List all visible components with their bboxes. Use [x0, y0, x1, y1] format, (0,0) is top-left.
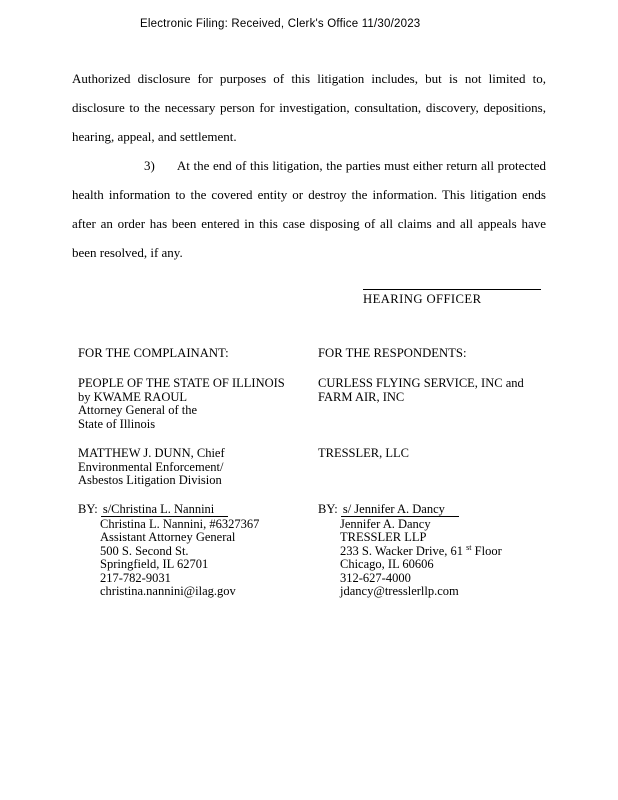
attorney-name: Jennifer A. Dancy: [340, 516, 431, 531]
paragraph-3-text: At the end of this litigation, the parties must either return all protected health information to the covered entity or destroy the information. This litigation ends after an order has been entered in this case disposing of all claims and all appeals have been resolved, if any.: [72, 158, 546, 260]
complainant-heading: FOR THE COMPLAINANT:: [78, 346, 229, 360]
complainant-by-line: [78, 503, 318, 517]
address-pre: 233 S. Wacker Drive, 61: [340, 543, 467, 558]
complainant-division-block: [78, 447, 318, 503]
attorney-firm: TRESSLER LLP: [340, 530, 427, 544]
respondents-signature-block: [318, 503, 546, 599]
attorney-name: Christina L. Nannini, #6327367: [100, 516, 260, 531]
complainant-signature: s/Christina L. Nannini: [101, 502, 228, 517]
by-label: BY:: [318, 502, 338, 516]
respondents-by-line: [318, 503, 546, 517]
hearing-officer-label: HEARING OFFICER: [363, 292, 482, 306]
complainant-party-block: [78, 377, 318, 447]
attorney-phone: 312-627-4000: [340, 570, 411, 585]
respondents-attorney-details: [340, 518, 546, 599]
complainant-attorney-details: [100, 518, 318, 599]
attorney-address-city: Chicago, IL 60606: [340, 557, 434, 571]
signature-columns: [78, 347, 546, 599]
complainant-party-line: PEOPLE OF THE STATE OF ILLINOIS: [78, 376, 285, 390]
address-ordinal: st: [466, 542, 472, 552]
respondents-party-block: [318, 377, 546, 447]
efiling-stamp: Electronic Filing: Received, Clerk's Office 11/30/2023: [140, 18, 421, 30]
attorney-phone: 217-782-9031: [100, 570, 171, 585]
respondents-heading: FOR THE RESPONDENTS:: [318, 346, 467, 360]
attorney-email: christina.nannini@ilag.gov: [100, 584, 236, 598]
attorney-title: Assistant Attorney General: [100, 530, 236, 544]
paragraph-3-number: 3): [144, 158, 155, 173]
complainant-party-line: State of Illinois: [78, 416, 156, 431]
document-body: [72, 64, 546, 599]
complainant-party-line: Attorney General of the: [78, 403, 198, 417]
respondents-party-line: FARM AIR, INC: [318, 389, 405, 404]
address-post: Floor: [471, 543, 502, 558]
respondents-firm-block: [318, 447, 546, 503]
respondents-firm-line: TRESSLER, LLC: [318, 446, 409, 460]
paragraph-3: [72, 151, 546, 267]
attorney-address-city: Springfield, IL 62701: [100, 557, 209, 571]
attorney-email: jdancy@tresslerllp.com: [340, 584, 459, 598]
attorney-address-street: 500 S. Second St.: [100, 543, 189, 558]
complainant-division-line: MATTHEW J. DUNN, Chief: [78, 446, 225, 460]
complainant-division-line: Environmental Enforcement/: [78, 459, 224, 474]
respondents-party-line: CURLESS FLYING SERVICE, INC and: [318, 376, 524, 390]
by-label: BY:: [78, 502, 98, 516]
complainant-signature-block: [78, 503, 318, 599]
respondents-signature: s/ Jennifer A. Dancy: [341, 502, 459, 517]
complainant-division-line: Asbestos Litigation Division: [78, 473, 222, 487]
complainant-party-line: by KWAME RAOUL: [78, 389, 188, 404]
hearing-officer-signature-block: [363, 289, 541, 307]
paragraph-disclosure: Authorized disclosure for purposes of this litigation includes, but is not limited to, disclosure to the necessary person for investigation, consultation, discovery, depositions, hearing, appeal, and settlement.: [72, 71, 546, 144]
attorney-address-street: [340, 542, 546, 559]
